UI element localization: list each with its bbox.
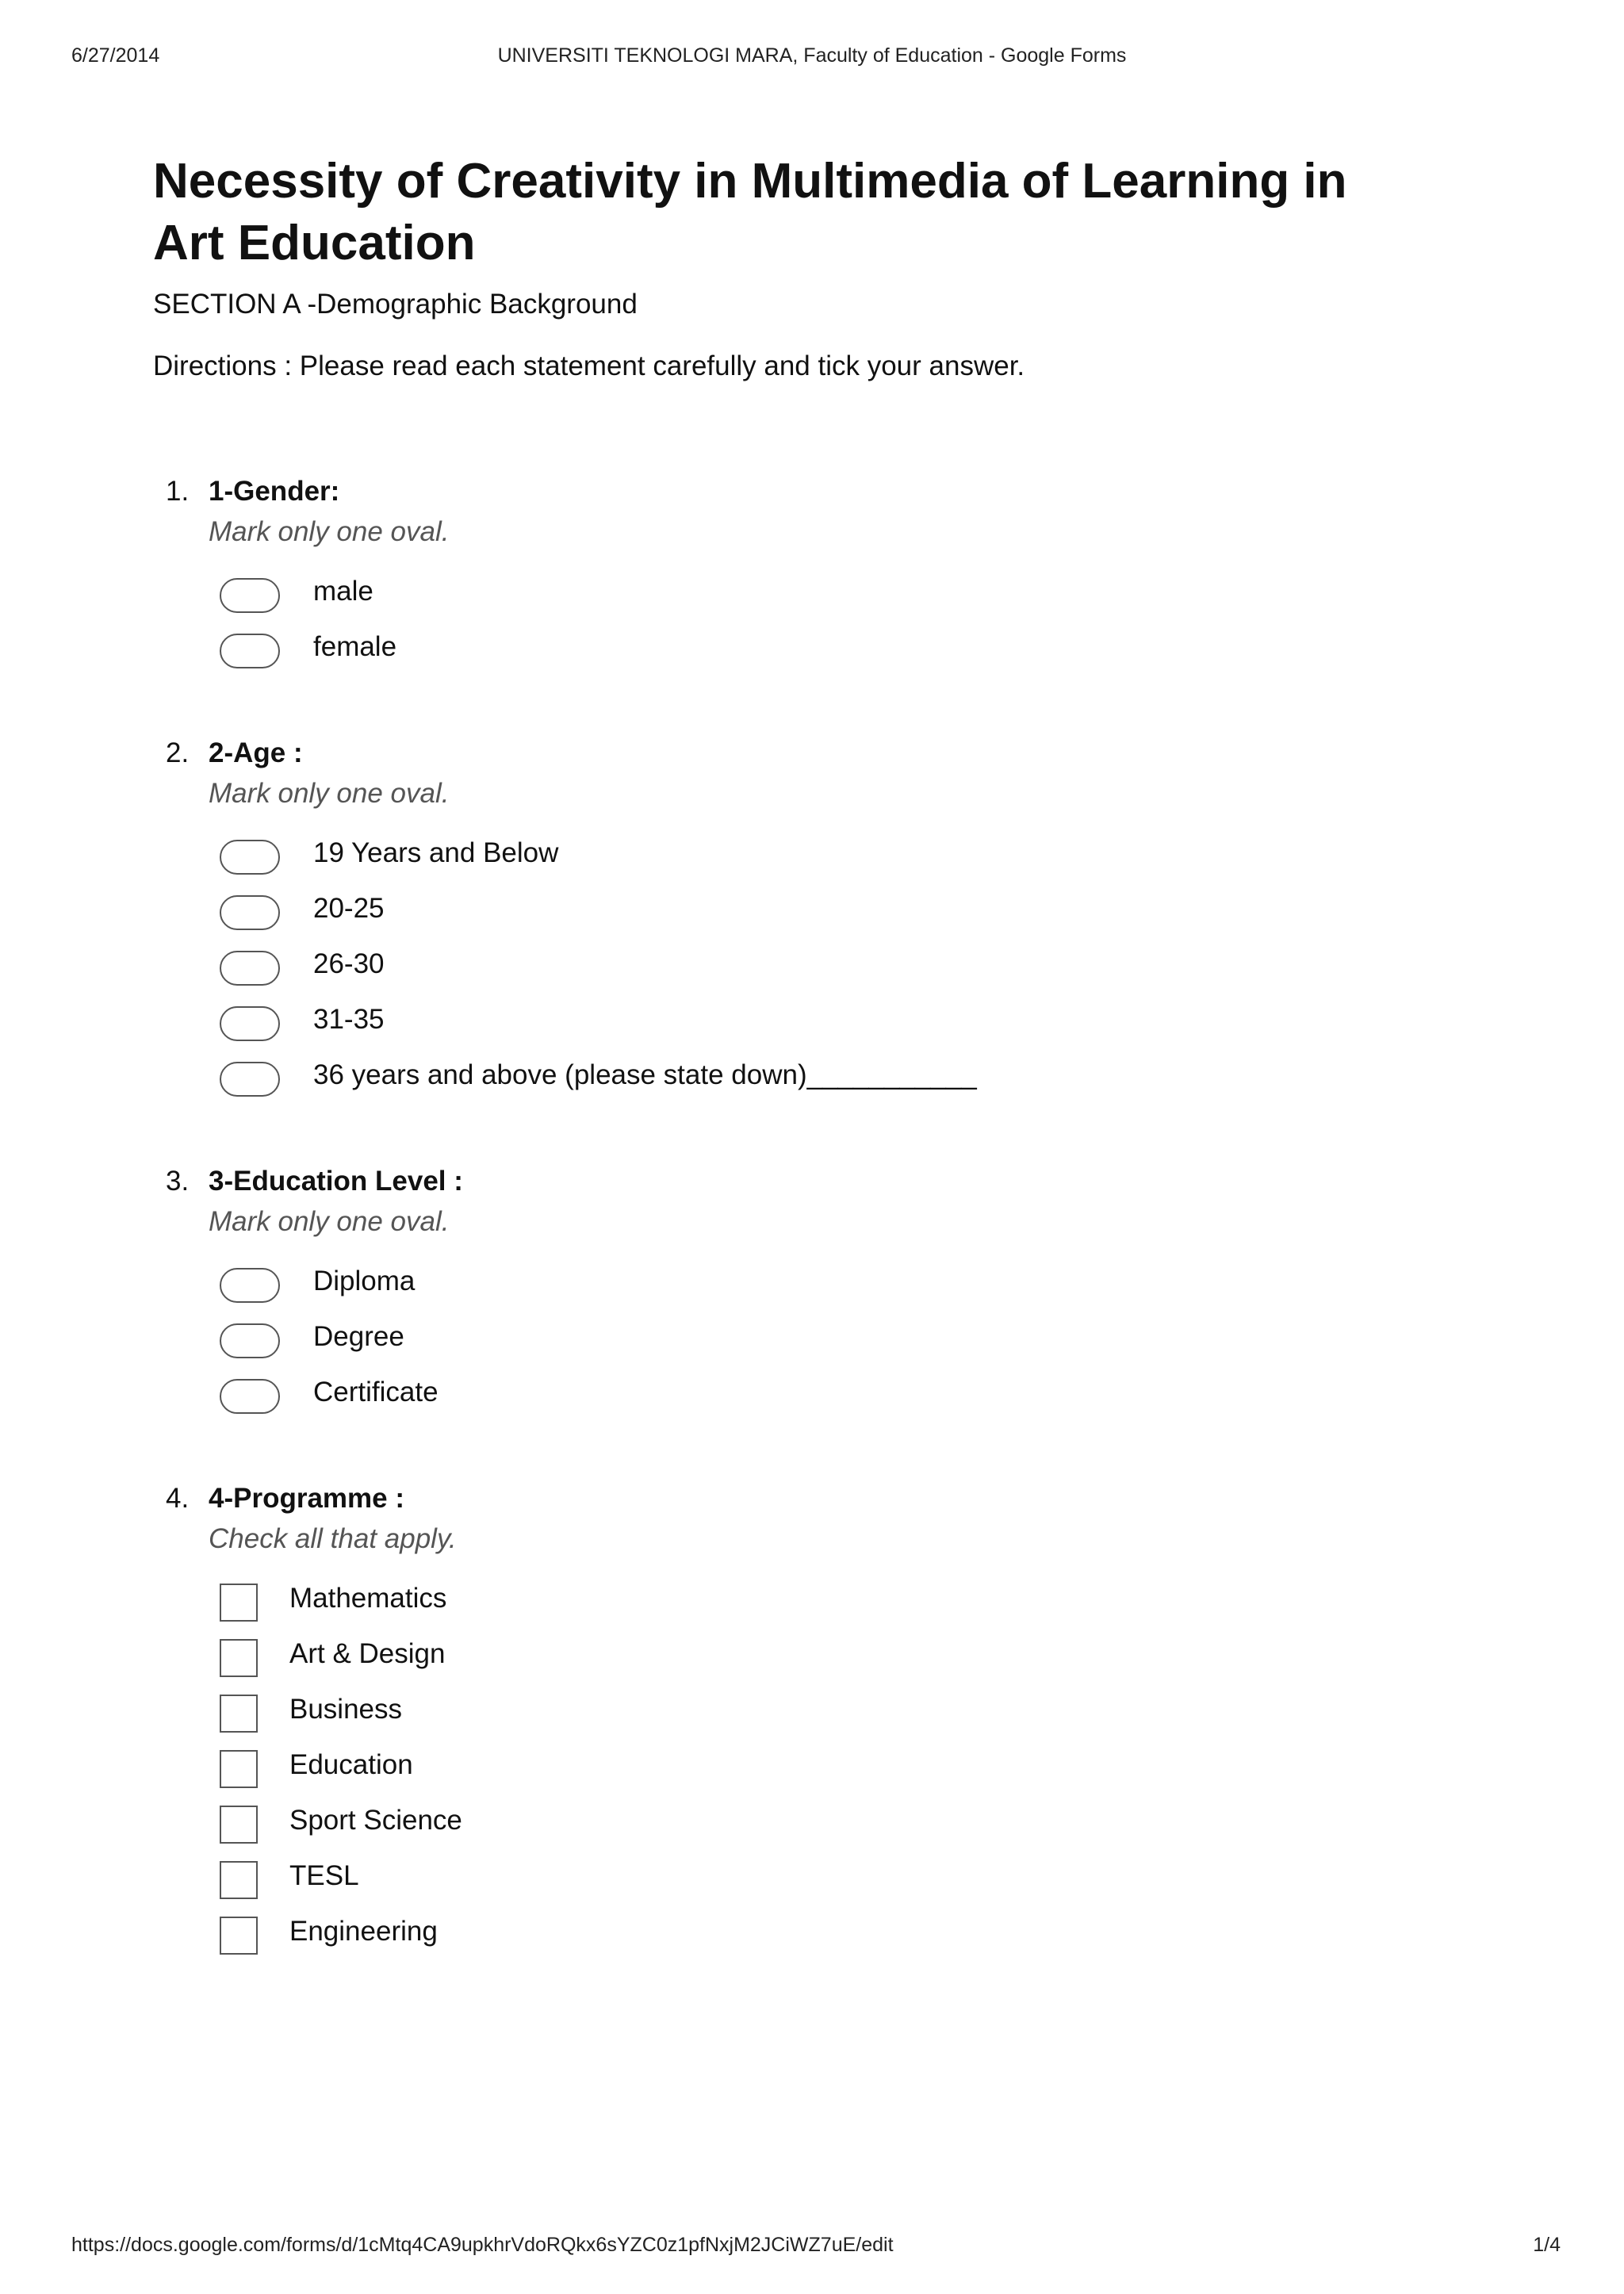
radio-oval[interactable] xyxy=(220,895,280,930)
option-label: female xyxy=(313,631,397,662)
question-title: 2-Age : xyxy=(209,737,303,768)
option-label: 31-35 xyxy=(313,1004,385,1035)
option-degree[interactable] xyxy=(220,1316,1501,1371)
option-list xyxy=(220,1577,1501,1966)
option-label: 36 years and above (please state down)___________ xyxy=(313,1059,977,1090)
option-label: 26-30 xyxy=(313,948,385,979)
question-education-level xyxy=(153,1163,1501,1427)
question-instruction: Mark only one oval. xyxy=(209,516,450,547)
question-number: 3. xyxy=(166,1166,190,1197)
option-list xyxy=(220,570,1501,681)
option-19-and-below[interactable] xyxy=(220,832,1501,887)
print-url: https://docs.google.com/forms/d/1cMtq4CA9upkhrVdoRQkx6sYZC0z1pfNxjM2JCiWZ7uE/edit xyxy=(71,2234,894,2256)
checkbox[interactable] xyxy=(220,1695,258,1733)
radio-oval[interactable] xyxy=(220,1062,280,1097)
question-number: 4. xyxy=(166,1483,190,1514)
checkbox[interactable] xyxy=(220,1917,258,1955)
option-label: Art & Design xyxy=(289,1638,446,1669)
option-label: TESL xyxy=(289,1860,359,1891)
radio-oval[interactable] xyxy=(220,951,280,986)
form-title-line-1: Necessity of Creativity in Multimedia of Learning in xyxy=(153,154,1347,209)
checkbox[interactable] xyxy=(220,1584,258,1622)
question-programme xyxy=(153,1480,1501,1966)
option-31-35[interactable] xyxy=(220,998,1501,1054)
question-instruction: Mark only one oval. xyxy=(209,778,450,809)
question-instruction: Mark only one oval. xyxy=(209,1206,450,1237)
radio-oval[interactable] xyxy=(220,1006,280,1041)
option-mathematics[interactable] xyxy=(220,1577,1501,1633)
print-header xyxy=(0,44,1624,70)
option-label: Mathematics xyxy=(289,1583,447,1614)
option-male[interactable] xyxy=(220,570,1501,626)
option-sport-science[interactable] xyxy=(220,1799,1501,1855)
question-title: 4-Programme : xyxy=(209,1483,405,1514)
option-list xyxy=(220,1260,1501,1427)
option-label: Degree xyxy=(313,1321,404,1352)
option-list xyxy=(220,832,1501,1109)
option-label: 20-25 xyxy=(313,893,385,924)
option-label: Sport Science xyxy=(289,1805,462,1836)
question-title: 3-Education Level : xyxy=(209,1166,463,1197)
print-date: 6/27/2014 xyxy=(71,44,160,67)
question-number: 2. xyxy=(166,737,190,768)
option-diploma[interactable] xyxy=(220,1260,1501,1316)
radio-oval[interactable] xyxy=(220,840,280,875)
page-number: 1/4 xyxy=(1533,2234,1561,2256)
form-content xyxy=(153,151,1501,384)
section-label: SECTION A -Demographic Background xyxy=(153,289,638,320)
option-business[interactable] xyxy=(220,1688,1501,1744)
option-label: Education xyxy=(289,1749,413,1780)
option-tesl[interactable] xyxy=(220,1855,1501,1910)
option-certificate[interactable] xyxy=(220,1371,1501,1427)
question-age xyxy=(153,735,1501,1109)
radio-oval[interactable] xyxy=(220,578,280,613)
question-number: 1. xyxy=(166,476,190,507)
checkbox[interactable] xyxy=(220,1861,258,1899)
checkbox[interactable] xyxy=(220,1750,258,1788)
radio-oval[interactable] xyxy=(220,1323,280,1358)
option-label: 19 Years and Below xyxy=(313,837,559,868)
checkbox[interactable] xyxy=(220,1639,258,1677)
form-title xyxy=(153,151,1501,274)
question-instruction: Check all that apply. xyxy=(209,1523,457,1554)
option-label: Business xyxy=(289,1694,403,1725)
option-education[interactable] xyxy=(220,1744,1501,1799)
form-directions: Directions : Please read each statement carefully and tick your answer. xyxy=(153,350,1025,381)
option-20-25[interactable] xyxy=(220,887,1501,943)
option-label: Diploma xyxy=(313,1266,416,1296)
checkbox[interactable] xyxy=(220,1806,258,1844)
option-label: male xyxy=(313,576,373,607)
print-page-title: UNIVERSITI TEKNOLOGI MARA, Faculty of Education - Google Forms xyxy=(497,44,1127,67)
option-26-30[interactable] xyxy=(220,943,1501,998)
question-title: 1-Gender: xyxy=(209,476,340,507)
option-engineering[interactable] xyxy=(220,1910,1501,1966)
option-36-and-above[interactable] xyxy=(220,1054,1501,1109)
option-art-design[interactable] xyxy=(220,1633,1501,1688)
radio-oval[interactable] xyxy=(220,634,280,668)
question-gender xyxy=(153,473,1501,681)
radio-oval[interactable] xyxy=(220,1268,280,1303)
option-label: Engineering xyxy=(289,1916,438,1947)
option-female[interactable] xyxy=(220,626,1501,681)
form-title-line-2: Art Education xyxy=(153,216,476,270)
option-label: Certificate xyxy=(313,1377,439,1407)
radio-oval[interactable] xyxy=(220,1379,280,1414)
